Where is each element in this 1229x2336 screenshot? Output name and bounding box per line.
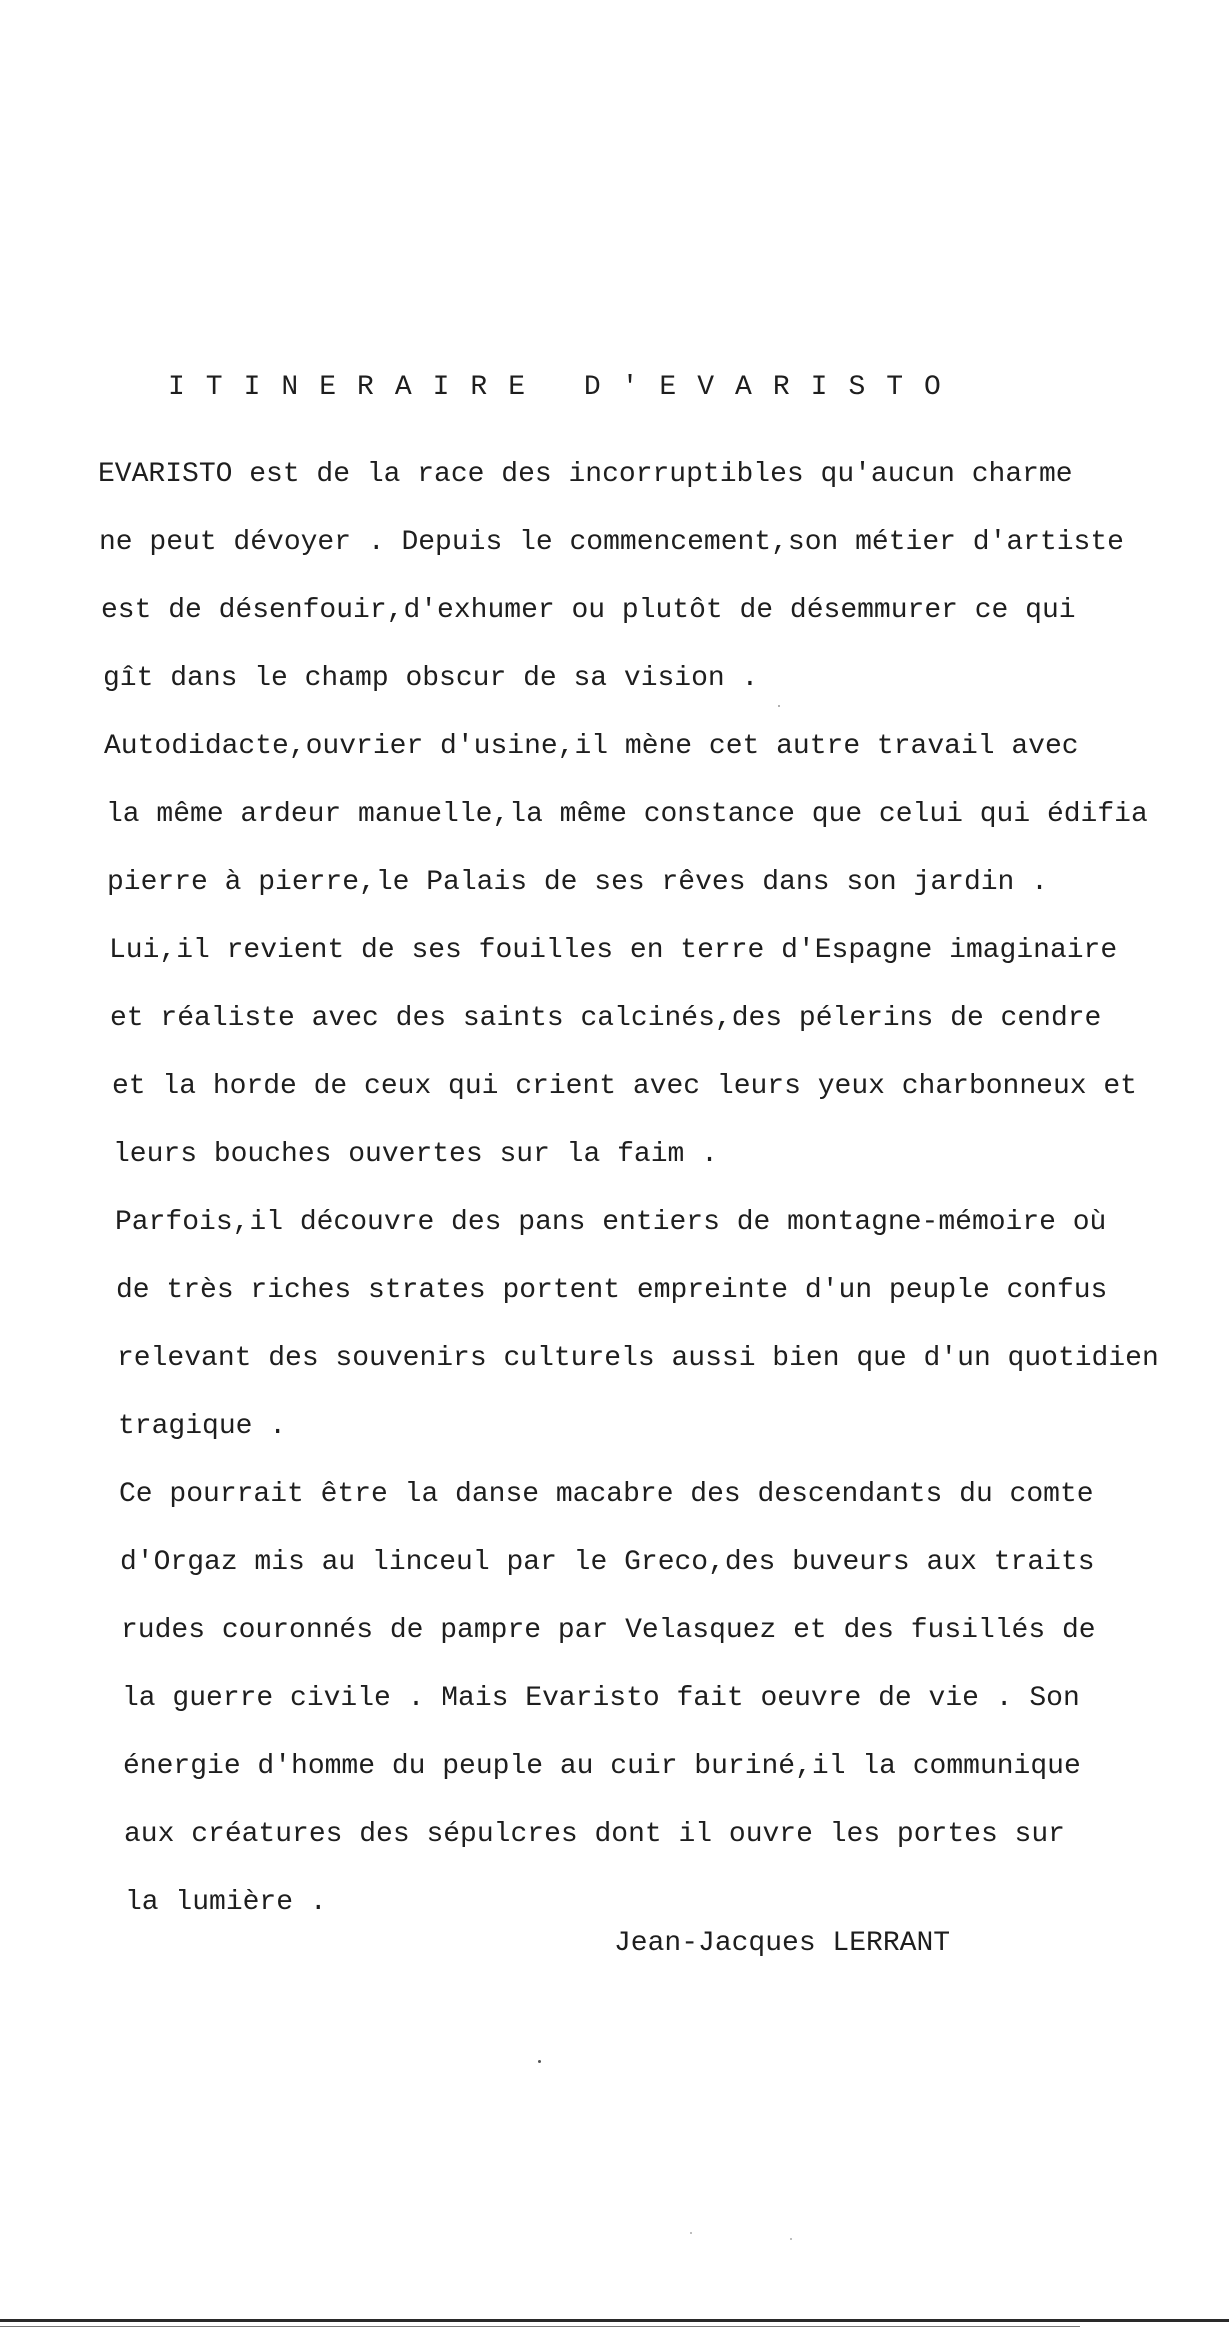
text-line: la guerre civile . Mais Evaristo fait oeuvre de vie . Son xyxy=(122,1683,1080,1714)
bottom-scan-edge-thin xyxy=(0,2326,1080,2327)
text-line: d'Orgaz mis au linceul par le Greco,des buveurs aux traits xyxy=(120,1547,1095,1578)
author-signature: Jean-Jacques LERRANT xyxy=(614,1928,951,1959)
text-line: relevant des souvenirs culturels aussi bien que d'un quotidien xyxy=(117,1343,1159,1374)
scan-speck xyxy=(790,2238,792,2240)
scan-speck xyxy=(778,705,780,707)
text-line: aux créatures des sépulcres dont il ouvre les portes sur xyxy=(124,1819,1065,1850)
scan-speck xyxy=(538,2060,541,2063)
text-line: leurs bouches ouvertes sur la faim . xyxy=(113,1139,718,1170)
text-line: Ce pourrait être la danse macabre des descendants du comte xyxy=(119,1479,1094,1510)
text-line: est de désenfouir,d'exhumer ou plutôt de désemmurer ce qui xyxy=(101,595,1076,626)
text-line: Autodidacte,ouvrier d'usine,il mène cet autre travail avec xyxy=(104,731,1079,762)
text-line: Lui,il revient de ses fouilles en terre d'Espagne imaginaire xyxy=(109,935,1118,966)
text-line: et la horde de ceux qui crient avec leurs yeux charbonneux et xyxy=(112,1071,1137,1102)
text-line: rudes couronnés de pampre par Velasquez et des fusillés de xyxy=(121,1615,1096,1646)
text-line: gît dans le champ obscur de sa vision . xyxy=(103,663,759,694)
text-line: de très riches strates portent empreinte d'un peuple confus xyxy=(116,1275,1108,1306)
text-line: la même ardeur manuelle,la même constance que celui qui édifia xyxy=(106,799,1148,830)
text-line: ne peut dévoyer . Depuis le commencement,son métier d'artiste xyxy=(99,527,1124,558)
text-line: et réaliste avec des saints calcinés,des pélerins de cendre xyxy=(110,1003,1102,1034)
document-title: ITINERAIRE D'EVARISTO xyxy=(168,372,962,403)
text-line: énergie d'homme du peuple au cuir buriné,il la communique xyxy=(123,1751,1081,1782)
bottom-scan-edge xyxy=(0,2319,1229,2322)
scan-speck xyxy=(690,2232,692,2234)
text-line: la lumière . xyxy=(125,1887,327,1918)
text-line: tragique . xyxy=(118,1411,287,1442)
text-line: pierre à pierre,le Palais de ses rêves dans son jardin . xyxy=(107,867,1048,898)
text-line: Parfois,il découvre des pans entiers de montagne-mémoire où xyxy=(115,1207,1107,1238)
text-line: EVARISTO est de la race des incorruptibles qu'aucun charme xyxy=(98,459,1073,490)
